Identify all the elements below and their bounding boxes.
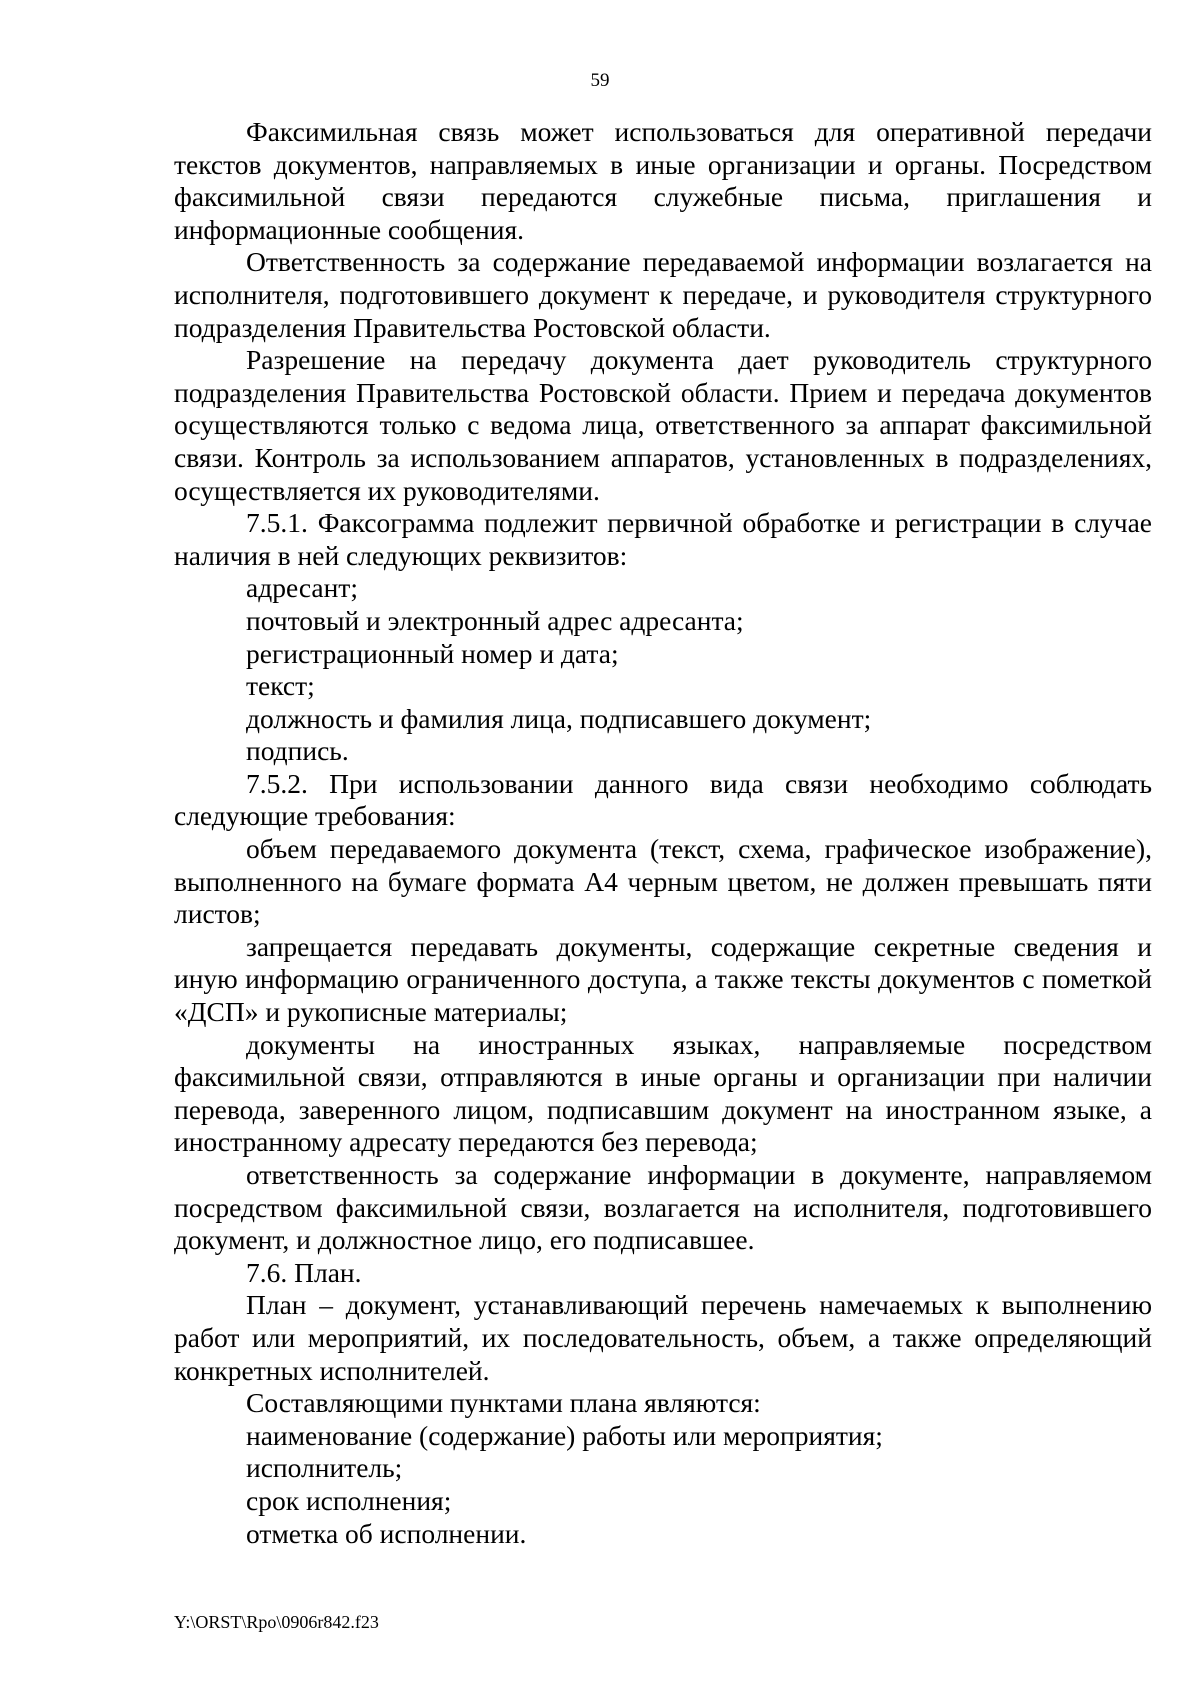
plan-items-intro: Составляющими пунктами плана являются: [246, 1387, 761, 1419]
requisite-item: регистрационный номер и дата; [246, 637, 619, 669]
requirement-item: ответственность за содержание информации в документе, направляемом посредством факсимильной связи, возлагается на исполнителя, подготовившего документ, и должностное лицо, его подписавшее. [174, 1159, 1152, 1256]
section-7-5-2: 7.5.2. При использовании данного вида связи необходимо соблюдать следующие требования: [174, 767, 1152, 832]
requisite-item: почтовый и электронный адрес адресанта; [246, 604, 744, 636]
paragraph-fax-responsibility: Ответственность за содержание передаваемой информации возлагается на исполнителя, подготовившего документ к передаче, и руководителя структурного подразделения Правительства Ростовской области. [174, 246, 1152, 343]
document-body [174, 116, 1152, 1550]
footer-file-path: Y:\ORST\Rpo\0906r842.f23 [174, 1612, 379, 1632]
requisite-item: текст; [246, 670, 315, 702]
requisite-item: должность и фамилия лица, подписавшего документ; [246, 702, 872, 734]
paragraph-fax-permission: Разрешение на передачу документа дает руководитель структурного подразделения Правительства Ростовской области. Прием и передача документов осуществляются только с ведома лица, ответственного за аппарат факсимильной связи. Контроль за использованием аппаратов, установленных в подразделениях, осуществляется их руководителями. [174, 344, 1152, 506]
paragraph-plan-definition: План – документ, устанавливающий перечень намечаемых к выполнению работ или мероприятий, их последовательность, объем, а также определяющий конкретных исполнителей. [174, 1289, 1152, 1386]
section-7-5-1: 7.5.1. Факсограмма подлежит первичной обработке и регистрации в случае наличия в ней следующих реквизитов: [174, 507, 1152, 571]
requirement-item: объем передаваемого документа (текст, схема, графическое изображение), выполненного на бумаге формата А4 черным цветом, не должен превышать пяти листов; [174, 833, 1152, 930]
plan-item: отметка об исполнении. [246, 1517, 527, 1549]
page-number: 59 [590, 70, 610, 91]
requisite-item: адресант; [246, 572, 358, 604]
requirement-item: запрещается передавать документы, содержащие секретные сведения и иную информацию ограниченного доступа, а также тексты документов с пометкой «ДСП» и рукописные материалы; [174, 930, 1152, 1028]
plan-item: наименование (содержание) работы или мероприятия; [246, 1419, 883, 1451]
section-7-6: 7.6. План. [246, 1256, 362, 1288]
plan-item: срок исполнения; [246, 1484, 452, 1516]
requisite-item: подпись. [246, 735, 349, 767]
paragraph-fax-intro: Факсимильная связь может использоваться для оперативной передачи текстов документов, направляемых в иные организации и органы. Посредством факсимильной связи передаются служебные письма, приглашения и информационные сообщения. [174, 116, 1152, 245]
requirement-item: документы на иностранных языках, направляемые посредством факсимильной связи, отправляются в иные органы и организации при наличии перевода, заверенного лицом, подписавшим документ на иностранном языке, а иностранному адресату передаются без перевода; [174, 1028, 1152, 1158]
plan-item: исполнитель; [246, 1452, 403, 1484]
